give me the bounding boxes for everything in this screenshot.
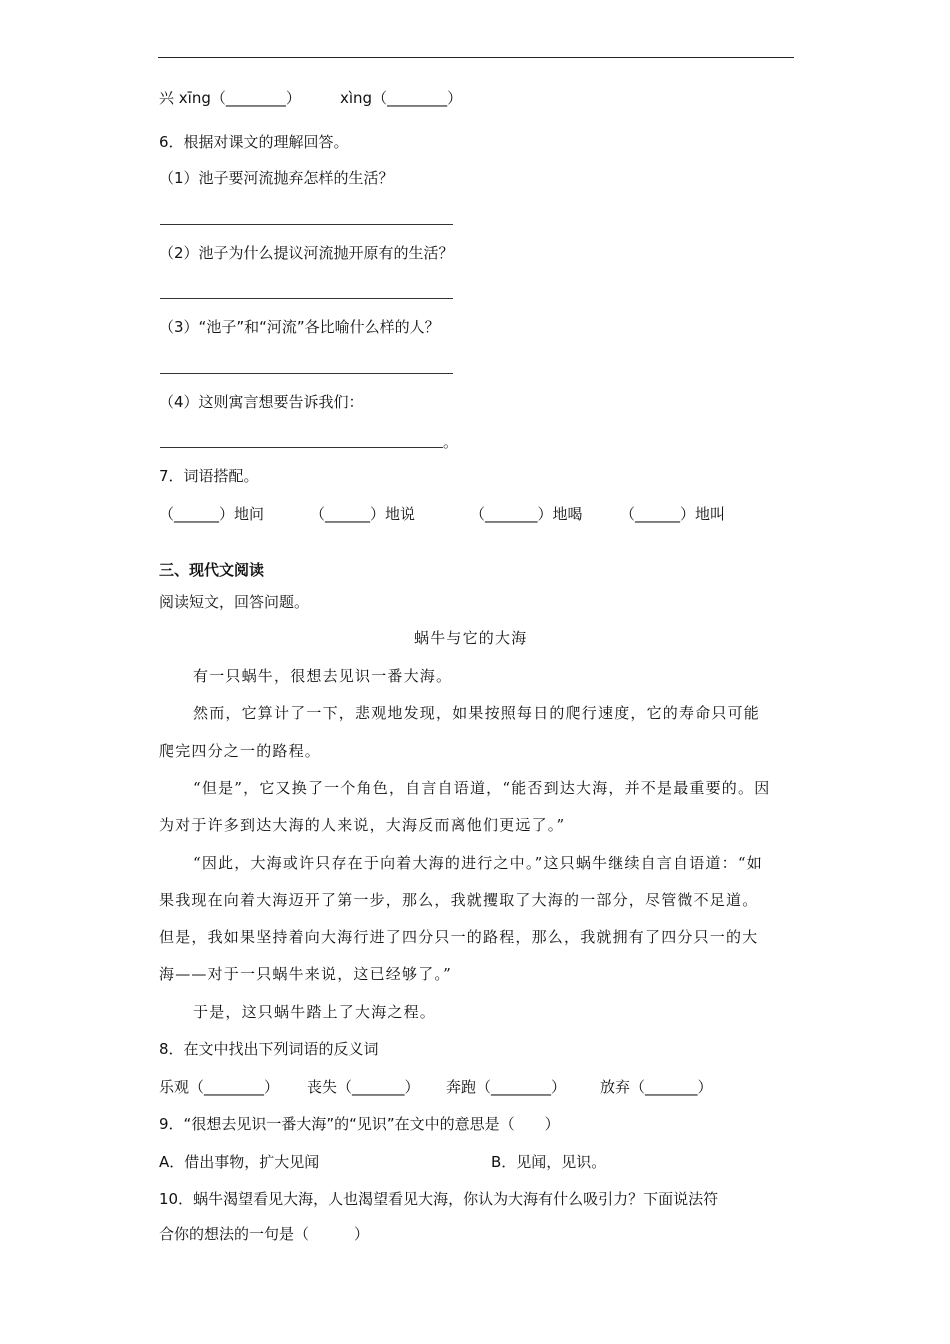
- passage-line: 爬完四分之一的路程。: [159, 742, 322, 760]
- q9-option-a[interactable]: A．借出事物，扩大见闻: [159, 1153, 320, 1171]
- section-heading: 三、现代文阅读: [159, 561, 265, 579]
- q6-answer-line-1[interactable]: [160, 224, 453, 225]
- q7-item-2[interactable]: （______）地说: [310, 505, 416, 523]
- q8-item-2[interactable]: 丧失（_______）: [307, 1078, 420, 1096]
- q6-sub2: （2）池子为什么提议河流抛开原有的生活？: [159, 244, 454, 262]
- passage-line: 果我现在向着大海迈开了第一步，那么，我就攫取了大海的一部分，尽管微不足道。: [159, 891, 759, 909]
- q6-answer-line-3[interactable]: [160, 373, 453, 374]
- pinyin-xing1[interactable]: xīng（________）: [178, 89, 301, 107]
- q6-sub4-end: 。: [443, 433, 459, 451]
- q6-title: 6．根据对课文的理解回答。: [159, 133, 349, 151]
- pinyin-row: [159, 88, 301, 108]
- header-rule: [158, 57, 794, 58]
- passage-line: 有一只蜗牛，很想去见识一番大海。: [193, 667, 453, 685]
- q10-line-2: 合你的想法的一句是（ ）: [159, 1225, 370, 1243]
- q9-title: 9．“很想去见识一番大海”的“见识”在文中的意思是（ ）: [159, 1115, 560, 1133]
- passage-title: 蜗牛与它的大海: [414, 629, 528, 647]
- passage-line: 海——对于一只蜗牛来说，这已经够了。”: [159, 965, 452, 983]
- q7-item-3[interactable]: （_______）地喝: [470, 505, 583, 523]
- passage-line: 但是，我如果坚持着向大海行进了四分只一的路程，那么，我就拥有了四分只一的大: [159, 928, 759, 946]
- q6-sub1: （1）池子要河流抛弃怎样的生活？: [159, 169, 394, 187]
- q7-title: 7．词语搭配。: [159, 467, 259, 485]
- q8-item-4[interactable]: 放弃（_______）: [600, 1078, 713, 1096]
- q6-sub3: （3）“池子”和“河流”各比喻什么样的人？: [159, 318, 440, 336]
- pinyin-xing2[interactable]: xìng（________）: [340, 89, 463, 107]
- section-intro: 阅读短文，回答问题。: [159, 593, 310, 611]
- q7-item-1[interactable]: （______）地问: [159, 505, 265, 523]
- q6-answer-line-2[interactable]: [160, 298, 453, 299]
- q6-sub4: （4）这则寓言想要告诉我们：: [159, 393, 364, 411]
- passage-line: 于是，这只蜗牛踏上了大海之程。: [193, 1003, 437, 1021]
- q10-line-1: 10．蜗牛渴望看见大海，人也渴望看见大海，你认为大海有什么吸引力？下面说法符: [159, 1190, 719, 1208]
- passage-line: 为对于许多到达大海的人来说，大海反而离他们更远了。”: [159, 816, 566, 834]
- q7-item-4[interactable]: （______）地叫: [620, 505, 726, 523]
- passage-line: 然而，它算计了一下，悲观地发现，如果按照每日的爬行速度，它的寿命只可能: [193, 704, 761, 722]
- q6-answer-line-4[interactable]: [160, 447, 443, 448]
- q8-item-1[interactable]: 乐观（________）: [159, 1078, 280, 1096]
- q9-option-b[interactable]: B．见闻，见识。: [491, 1153, 607, 1171]
- q8-title: 8．在文中找出下列词语的反义词: [159, 1040, 379, 1058]
- q8-item-3[interactable]: 奔跑（________）: [446, 1078, 567, 1096]
- pinyin-char: 兴: [159, 89, 175, 107]
- passage-line: “因此，大海或许只存在于向着大海的进行之中。”这只蜗牛继续自言自语道：“如: [193, 854, 763, 872]
- passage-line: “但是”，它又换了一个角色，自言自语道，“能否到达大海，并不是最重要的。因: [193, 779, 771, 797]
